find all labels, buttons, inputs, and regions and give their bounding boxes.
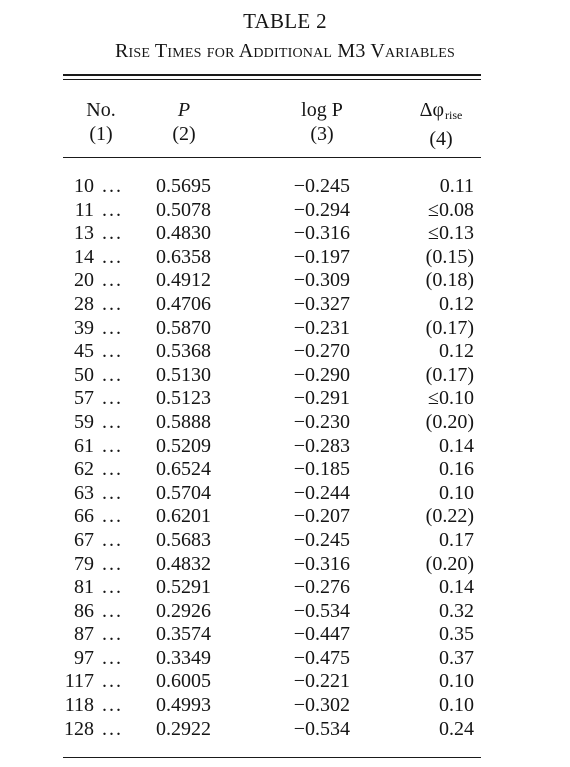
- cell-p: 0.4912: [156, 269, 211, 292]
- cell-leader: ...: [102, 222, 123, 245]
- cell-leader: ...: [102, 269, 123, 292]
- cell-log-p: −0.244: [293, 481, 350, 504]
- table-row: [0, 623, 570, 647]
- table-row: [0, 222, 570, 246]
- cell-no: 28: [74, 292, 94, 315]
- cell-log-p: −0.197: [293, 245, 350, 268]
- cell-p: 0.5870: [156, 316, 211, 339]
- cell-p: 0.4706: [156, 292, 211, 315]
- cell-no: 39: [74, 316, 94, 339]
- cell-no: 118: [64, 694, 94, 717]
- cell-p: 0.5368: [156, 340, 211, 363]
- cell-p: 0.5130: [156, 363, 211, 386]
- cell-delta-phi: 0.10: [439, 694, 474, 717]
- delta-phi-subscript: rise: [445, 108, 463, 122]
- cell-delta-phi: (0.18): [425, 269, 474, 292]
- cell-delta-phi: 0.10: [439, 481, 474, 504]
- cell-p: 0.2926: [156, 599, 211, 622]
- cell-log-p: −0.534: [293, 599, 350, 622]
- cell-no: 13: [74, 222, 94, 245]
- cell-leader: ...: [102, 340, 123, 363]
- cell-p: 0.6201: [156, 505, 211, 528]
- cell-log-p: −0.291: [293, 387, 350, 410]
- cell-delta-phi: 0.37: [439, 646, 474, 669]
- cell-delta-phi: (0.20): [425, 410, 474, 433]
- cell-leader: ...: [102, 245, 123, 268]
- cell-delta-phi: 0.24: [439, 717, 474, 740]
- table-row: [0, 269, 570, 293]
- table-row: [0, 387, 570, 411]
- cell-delta-phi: ≤0.13: [428, 222, 474, 245]
- table-row: [0, 364, 570, 388]
- cell-no: 86: [74, 599, 94, 622]
- cell-delta-phi: ≤0.10: [428, 387, 474, 410]
- cell-leader: ...: [102, 646, 123, 669]
- column-header-log-p: [278, 98, 366, 146]
- column-header-delta-phi: [400, 98, 482, 151]
- cell-log-p: −0.302: [293, 694, 350, 717]
- cell-log-p: −0.245: [293, 528, 350, 551]
- cell-delta-phi: (0.17): [425, 363, 474, 386]
- header-rule: [63, 157, 481, 158]
- cell-no: 128: [64, 717, 94, 740]
- cell-no: 10: [74, 175, 94, 197]
- column-header-log-p-index: (3): [310, 123, 334, 145]
- cell-p: 0.4830: [156, 222, 211, 245]
- table-row: [0, 175, 570, 199]
- cell-leader: ...: [102, 458, 123, 481]
- cell-p: 0.6524: [156, 458, 211, 481]
- cell-log-p: −0.231: [293, 316, 350, 339]
- cell-delta-phi: 0.11: [439, 175, 474, 197]
- cell-log-p: −0.276: [293, 576, 350, 599]
- cell-no: 62: [74, 458, 94, 481]
- table-row: [0, 317, 570, 341]
- column-header-delta-phi-label: [400, 98, 482, 127]
- cell-leader: ...: [102, 410, 123, 433]
- column-header-p-index: (2): [172, 123, 196, 145]
- column-header-log-p-label: [278, 98, 366, 122]
- table-row: [0, 647, 570, 671]
- cell-log-p: −0.534: [293, 717, 350, 740]
- cell-leader: ...: [102, 717, 123, 740]
- cell-delta-phi: (0.20): [425, 552, 474, 575]
- cell-no: 79: [74, 552, 94, 575]
- cell-no: 11: [74, 198, 94, 221]
- cell-delta-phi: (0.15): [425, 245, 474, 268]
- column-header-no-index: (1): [89, 123, 113, 145]
- cell-leader: ...: [102, 198, 123, 221]
- cell-no: 63: [74, 481, 94, 504]
- log-p-label: log P: [301, 99, 343, 121]
- bottom-rule: [63, 757, 481, 758]
- cell-p: 0.4993: [156, 694, 211, 717]
- column-header-p-label: P: [177, 99, 191, 121]
- cell-leader: ...: [102, 623, 123, 646]
- cell-no: 61: [74, 434, 94, 457]
- table-row: [0, 670, 570, 694]
- top-rule-thick: [63, 74, 481, 76]
- cell-delta-phi: (0.17): [425, 316, 474, 339]
- cell-p: 0.4832: [156, 552, 211, 575]
- cell-no: 117: [64, 670, 94, 693]
- cell-p: 0.5683: [156, 528, 211, 551]
- cell-p: 0.5078: [156, 198, 211, 221]
- table-row: [0, 694, 570, 718]
- cell-log-p: −0.290: [293, 363, 350, 386]
- cell-delta-phi: 0.16: [439, 458, 474, 481]
- column-header-delta-phi-index: (4): [429, 128, 453, 150]
- cell-delta-phi: 0.12: [439, 340, 474, 363]
- cell-log-p: −0.185: [293, 458, 350, 481]
- cell-no: 59: [74, 410, 94, 433]
- cell-log-p: −0.221: [293, 670, 350, 693]
- cell-leader: ...: [102, 552, 123, 575]
- table-row: [0, 199, 570, 223]
- delta-phi-symbol: Δφ: [419, 99, 445, 121]
- cell-leader: ...: [102, 481, 123, 504]
- column-header-p: [159, 98, 209, 146]
- cell-log-p: −0.230: [293, 410, 350, 433]
- cell-log-p: −0.309: [293, 269, 350, 292]
- table-row: [0, 553, 570, 577]
- table-row: [0, 482, 570, 506]
- table-row: [0, 458, 570, 482]
- column-header-no-label: No.: [86, 99, 116, 121]
- cell-no: 45: [74, 340, 94, 363]
- cell-no: 87: [74, 623, 94, 646]
- table-body: [0, 175, 570, 741]
- table-row: [0, 411, 570, 435]
- cell-log-p: −0.270: [293, 340, 350, 363]
- cell-no: 97: [74, 646, 94, 669]
- cell-leader: ...: [102, 363, 123, 386]
- cell-no: 20: [74, 269, 94, 292]
- cell-no: 14: [74, 245, 94, 268]
- cell-leader: ...: [102, 505, 123, 528]
- cell-delta-phi: 0.14: [439, 576, 474, 599]
- table-row: [0, 576, 570, 600]
- cell-leader: ...: [102, 434, 123, 457]
- cell-leader: ...: [102, 599, 123, 622]
- cell-log-p: −0.475: [293, 646, 350, 669]
- cell-leader: ...: [102, 316, 123, 339]
- cell-no: 50: [74, 363, 94, 386]
- table-row: [0, 718, 570, 742]
- table-row: [0, 505, 570, 529]
- cell-leader: ...: [102, 576, 123, 599]
- cell-leader: ...: [102, 387, 123, 410]
- cell-log-p: −0.447: [293, 623, 350, 646]
- cell-leader: ...: [102, 694, 123, 717]
- cell-delta-phi: (0.22): [425, 505, 474, 528]
- top-rule-thin: [63, 79, 481, 80]
- table-row: [0, 293, 570, 317]
- table-row: [0, 246, 570, 270]
- table-row: [0, 340, 570, 364]
- cell-no: 81: [74, 576, 94, 599]
- cell-delta-phi: ≤0.08: [428, 198, 474, 221]
- cell-p: 0.5704: [156, 481, 211, 504]
- cell-delta-phi: 0.17: [439, 528, 474, 551]
- cell-p: 0.6005: [156, 670, 211, 693]
- cell-delta-phi: 0.14: [439, 434, 474, 457]
- cell-delta-phi: 0.10: [439, 670, 474, 693]
- cell-delta-phi: 0.32: [439, 599, 474, 622]
- cell-leader: ...: [102, 292, 123, 315]
- cell-p: 0.6358: [156, 245, 211, 268]
- cell-p: 0.5888: [156, 410, 211, 433]
- cell-p: 0.3349: [156, 646, 211, 669]
- cell-delta-phi: 0.35: [439, 623, 474, 646]
- cell-log-p: −0.327: [293, 292, 350, 315]
- cell-log-p: −0.207: [293, 505, 350, 528]
- cell-log-p: −0.316: [293, 222, 350, 245]
- cell-log-p: −0.245: [293, 175, 350, 197]
- cell-p: 0.5123: [156, 387, 211, 410]
- cell-p: 0.5695: [156, 175, 211, 197]
- cell-leader: ...: [102, 528, 123, 551]
- cell-log-p: −0.316: [293, 552, 350, 575]
- cell-no: 66: [74, 505, 94, 528]
- cell-delta-phi: 0.12: [439, 292, 474, 315]
- cell-p: 0.5291: [156, 576, 211, 599]
- column-header-no: [78, 98, 124, 146]
- cell-no: 57: [74, 387, 94, 410]
- table-row: [0, 600, 570, 624]
- cell-p: 0.3574: [156, 623, 211, 646]
- cell-p: 0.5209: [156, 434, 211, 457]
- table-number: TABLE 2: [243, 9, 327, 33]
- cell-p: 0.2922: [156, 717, 211, 740]
- cell-leader: ...: [102, 175, 123, 197]
- cell-log-p: −0.294: [293, 198, 350, 221]
- cell-leader: ...: [102, 670, 123, 693]
- cell-no: 67: [74, 528, 94, 551]
- cell-log-p: −0.283: [293, 434, 350, 457]
- table-title: Rise Times for Additional M3 Variables: [114, 40, 456, 62]
- table-row: [0, 435, 570, 459]
- table-row: [0, 529, 570, 553]
